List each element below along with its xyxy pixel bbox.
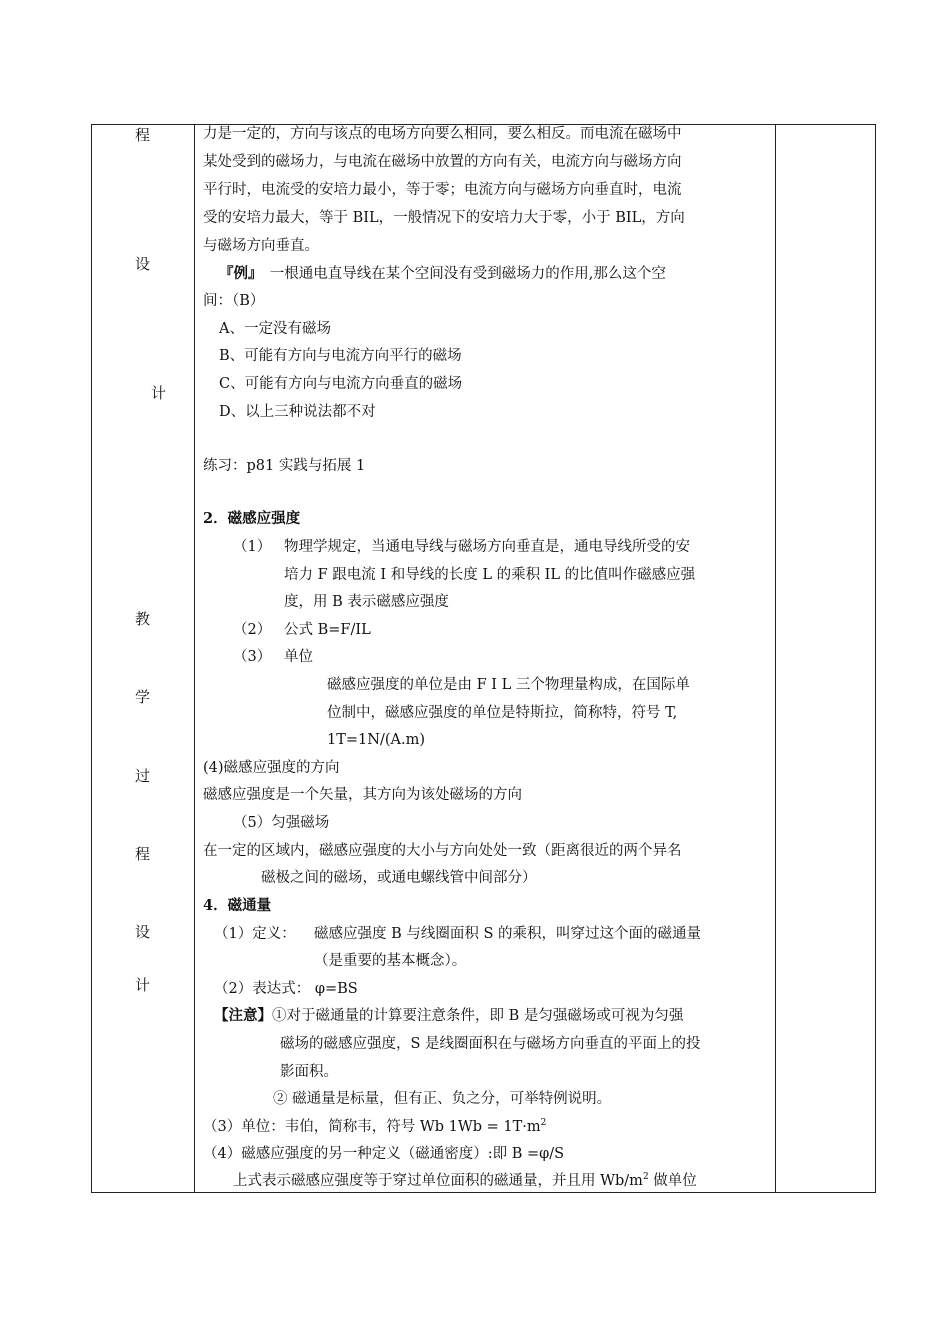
side-label-cheng-2: 程 bbox=[135, 845, 151, 863]
paragraph-line: 力是一定的，方向与该点的电场方向要么相同，要么相反。而电流在磁场中 bbox=[203, 126, 682, 142]
side-label-jiao: 教 bbox=[135, 610, 151, 628]
item-2-text: 公式 B=F/IL bbox=[284, 622, 371, 638]
paragraph-line: 与磁场方向垂直。 bbox=[203, 238, 319, 254]
item-5-title: （5）匀强磁场 bbox=[233, 815, 330, 831]
side-label-ji-1: 计 bbox=[151, 384, 167, 402]
example-tag: 『例』 bbox=[219, 265, 256, 282]
side-label-xue: 学 bbox=[135, 688, 151, 706]
alternate-definition: （4）磁感应强度的另一种定义（磁通密度）:即 B =φ/S bbox=[203, 1146, 565, 1162]
column-divider-right bbox=[775, 125, 776, 1192]
side-label-ji-2: 计 bbox=[135, 976, 151, 994]
unit-superscript: 2 bbox=[540, 1118, 547, 1129]
note-line bbox=[214, 1006, 683, 1026]
item-2-number: （2） bbox=[233, 622, 272, 638]
section-2-heading: 2．磁感应强度 bbox=[203, 510, 301, 527]
paragraph-line: 某处受到的磁场力，与电流在磁场中放置的方向有关，电流方向与磁场方向 bbox=[203, 154, 682, 170]
note-text: ①对于磁通量的计算要注意条件，即 B 是匀强磁场或可视为匀强 bbox=[272, 1008, 684, 1024]
side-label-she-2: 设 bbox=[135, 923, 151, 941]
option-b: B、可能有方向与电流方向平行的磁场 bbox=[219, 348, 462, 364]
unit-text: （3）单位：韦伯，简称韦，符号 Wb 1Wb = 1T·m bbox=[203, 1119, 541, 1135]
item-4-title: (4)磁感应强度的方向 bbox=[203, 760, 340, 776]
item-3-text: 单位 bbox=[284, 649, 313, 665]
item-3-number: （3） bbox=[233, 649, 272, 665]
unit-definition bbox=[203, 1117, 546, 1137]
definition-text: 磁感应强度 B 与线圈面积 S 的乘积，叫穿过这个面的磁通量 bbox=[314, 926, 702, 942]
option-c: C、可能有方向与电流方向垂直的磁场 bbox=[219, 376, 463, 392]
closing-line bbox=[233, 1171, 697, 1191]
exercise-line: 练习：p81 实践与拓展 1 bbox=[203, 458, 366, 474]
lesson-table bbox=[91, 124, 876, 1193]
unit-line: 磁感应强度的单位是由 F I L 三个物理量构成，在国际单 bbox=[327, 677, 690, 693]
example-question bbox=[219, 264, 666, 284]
paragraph-line: 受的安培力最大，等于 BIL，一般情况下的安培力大于零，小于 BIL，方向 bbox=[203, 210, 685, 226]
item-5-text: 在一定的区域内，磁感应强度的大小与方向处处一致（距离很近的两个异名 bbox=[203, 843, 682, 859]
note-line: ② 磁通量是标量，但有正、负之分，可举特例说明。 bbox=[273, 1091, 612, 1107]
example-question-text: 一根通电直导线在某个空间没有受到磁场力的作用,那么这个空 bbox=[255, 266, 666, 282]
example-question-cont: 间：（B） bbox=[203, 293, 265, 309]
definition-label: （1）定义： bbox=[214, 926, 296, 942]
unit-line: 1T=1N/(A.m) bbox=[327, 732, 425, 748]
paragraph-line: 平行时，电流受的安培力最小，等于零；电流方向与磁场方向垂直时，电流 bbox=[203, 182, 682, 198]
note-line: 磁场的磁感应强度，S 是线圈面积在与磁场方向垂直的平面上的投 bbox=[280, 1036, 701, 1052]
item-1-line: 物理学规定，当通电导线与磁场方向垂直是，通电导线所受的安 bbox=[284, 539, 690, 555]
closing-text-b: 做单位 bbox=[648, 1173, 697, 1189]
item-5-text-cont: 磁极之间的磁场，或通电螺线管中间部分） bbox=[261, 870, 537, 886]
item-1-line: 培力 F 跟电流 I 和导线的长度 L 的乘积 IL 的比值叫作磁感应强 bbox=[284, 567, 696, 583]
note-tag: 【注意】 bbox=[214, 1007, 272, 1024]
option-d: D、以上三种说法都不对 bbox=[219, 404, 376, 420]
closing-superscript: 2 bbox=[642, 1172, 649, 1183]
item-1-number: （1） bbox=[233, 539, 272, 555]
side-label-guo: 过 bbox=[135, 767, 151, 785]
expression-line: （2）表达式： φ=BS bbox=[214, 981, 358, 997]
closing-text-a: 上式表示磁感应强度等于穿过单位面积的磁通量，并且用 Wb/m bbox=[233, 1173, 643, 1189]
side-label-cheng-1: 程 bbox=[135, 126, 151, 144]
side-label-she-1: 设 bbox=[135, 255, 151, 273]
item-1-line: 度，用 B 表示磁感应强度 bbox=[284, 594, 449, 610]
item-4-text: 磁感应强度是一个矢量，其方向为该处磁场的方向 bbox=[203, 787, 522, 803]
unit-line: 位制中，磁感应强度的单位是特斯拉，简称特，符号 T, bbox=[327, 705, 678, 721]
note-line: 影面积。 bbox=[280, 1064, 338, 1080]
definition-text-cont: （是重要的基本概念）。 bbox=[314, 953, 467, 969]
option-a: A、一定没有磁场 bbox=[219, 321, 331, 337]
section-4-heading: 4．磁通量 bbox=[203, 897, 272, 914]
column-divider-left bbox=[194, 125, 195, 1192]
